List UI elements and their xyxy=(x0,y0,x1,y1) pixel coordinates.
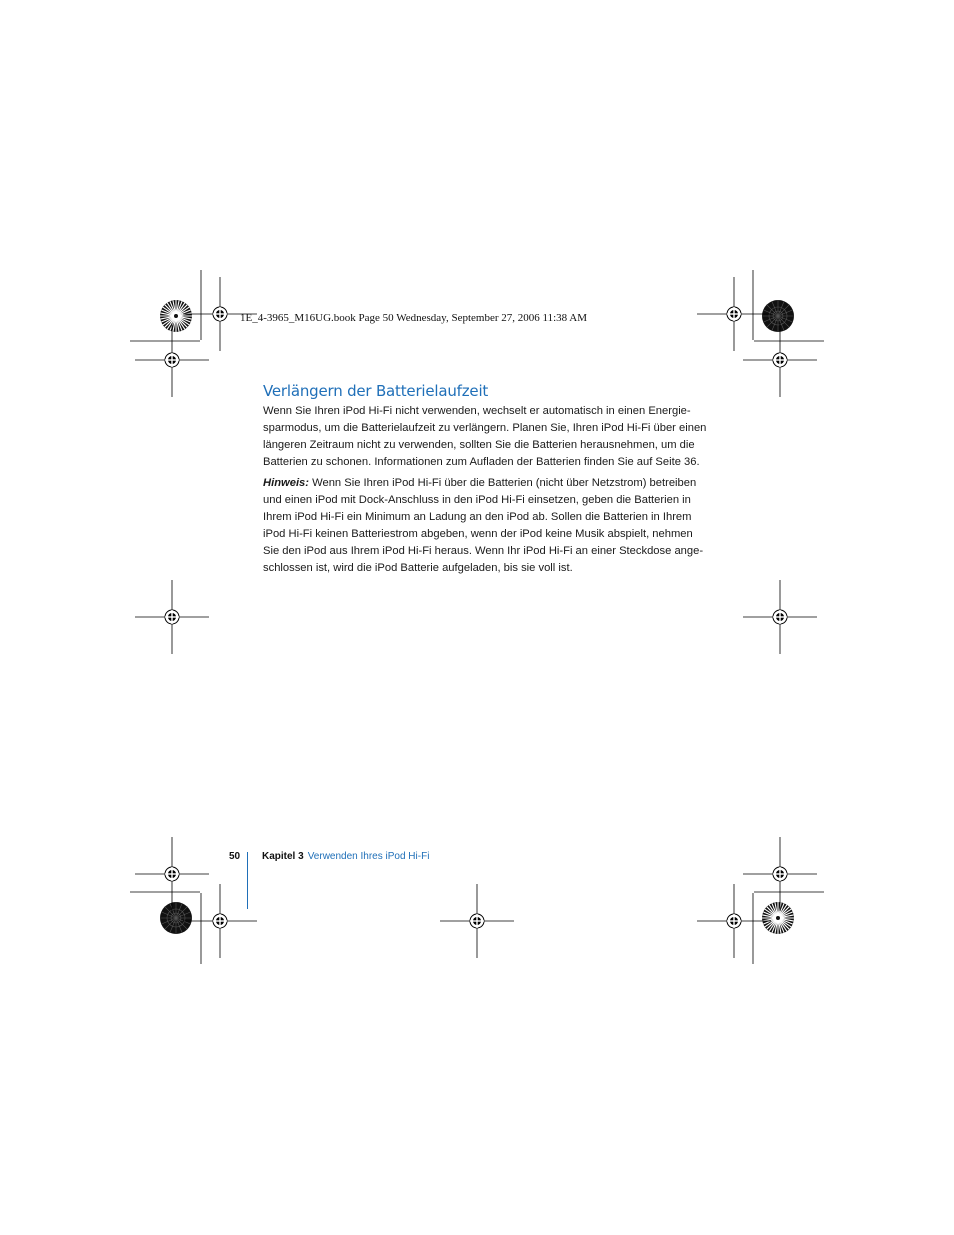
section-heading: Verlängern der Batterielaufzeit xyxy=(263,382,489,400)
chapter-footer xyxy=(262,851,429,862)
note-label: Hinweis: xyxy=(263,477,310,489)
body-paragraph: Wenn Sie Ihren iPod Hi-Fi nicht verwenden, wechselt er automatisch in einen Energie-sparmodus, um die Batterielaufzeit zu verlängern. Planen Sie, Ihren iPod Hi-Fi über einen längeren Zeitraum nicht zu verwenden, sollten Sie die Batterien herausnehmen, um die Batterien zu schonen. Informationen zum Aufladen der Batterien finden Sie auf Seite 36. xyxy=(263,405,707,468)
chapter-label: Kapitel 3 xyxy=(262,851,304,862)
print-slug: 1E_4-3965_M16UG.book Page 50 Wednesday, September 27, 2006 11:38 AM xyxy=(240,312,588,324)
footer-divider xyxy=(247,852,248,909)
note-paragraph xyxy=(263,475,708,577)
chapter-title: Verwenden Ihres iPod Hi-Fi xyxy=(307,851,430,862)
page-number: 50 xyxy=(229,851,241,862)
note-text: Wenn Sie Ihren iPod Hi-Fi über die Batterien (nicht über Netzstrom) betreiben und einen iPod mit Dock-Anschluss in den iPod Hi-Fi einsetzen, geben die Batterien in Ihrem iPod Hi-Fi ein Minimum an Ladung an den iPod ab. Sollen die Batterien in Ihrem iPod Hi-Fi keinen Batteriestrom abgeben, wenn der iPod keine Musik abspielt, nehmen Sie den iPod aus Ihrem iPod Hi-Fi heraus. Wenn Ihr iPod Hi-Fi an einer Steckdose ange-schlossen ist, wird die iPod Batterie aufgeladen, bis sie voll ist. xyxy=(263,477,704,574)
